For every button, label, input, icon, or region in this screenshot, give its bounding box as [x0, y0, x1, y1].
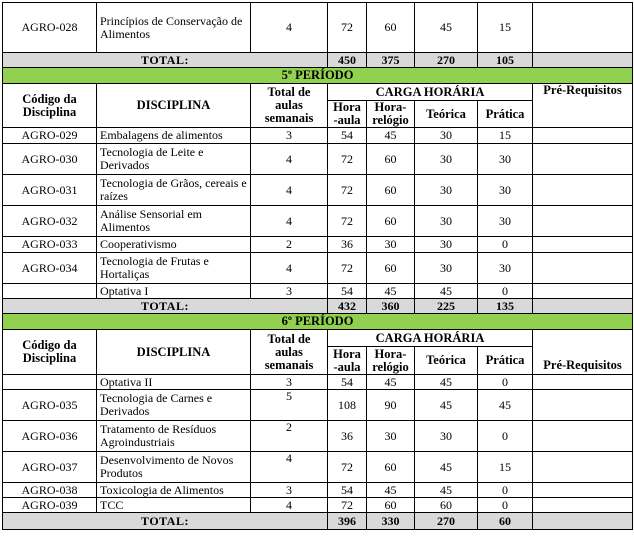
prereq-cell — [533, 175, 633, 206]
code-cell — [3, 284, 97, 299]
total-empty — [533, 53, 633, 68]
code-cell: AGRO-028 — [3, 3, 97, 53]
prereq-cell — [533, 3, 633, 53]
table-row — [3, 3, 633, 53]
header-discipline: DISCIPLINA — [97, 84, 251, 128]
table-row — [3, 421, 633, 452]
total-empty — [533, 299, 633, 314]
hora-relogio-cell: 60 — [367, 253, 415, 284]
hora-aula-cell: 72 — [328, 452, 367, 483]
hora-aula-cell: 108 — [328, 390, 367, 421]
pratica-cell: 30 — [478, 175, 533, 206]
header-teorica: Teórica — [415, 101, 478, 128]
prereq-cell — [533, 421, 633, 452]
total-row — [3, 513, 633, 530]
hora-relogio-cell: 30 — [367, 421, 415, 452]
header-hora-aula: Hora -aula — [328, 101, 367, 128]
aulas-cell: 4 — [251, 206, 328, 237]
discipline-cell: TCC — [97, 498, 251, 513]
header-teorica: Teórica — [415, 347, 478, 375]
header-hora-aula: Hora -aula — [328, 347, 367, 375]
prereq-cell — [533, 284, 633, 299]
pratica-cell: 15 — [478, 128, 533, 144]
hora-aula-cell: 72 — [328, 206, 367, 237]
code-cell: AGRO-039 — [3, 498, 97, 513]
total-row — [3, 53, 633, 68]
discipline-cell: Tratamento de Resíduos Agroindustriais — [97, 421, 251, 452]
discipline-cell: Desenvolvimento de Novos Produtos — [97, 452, 251, 483]
header-prereq: Pré-Requisitos — [533, 330, 633, 375]
hora-aula-cell: 72 — [328, 175, 367, 206]
aulas-cell: 4 — [251, 175, 328, 206]
header-pratica: Prática — [478, 101, 533, 128]
code-cell: AGRO-029 — [3, 128, 97, 144]
prereq-cell — [533, 498, 633, 513]
header-total-aulas: Total de aulas semanais — [251, 330, 328, 375]
aulas-cell: 2 — [251, 237, 328, 253]
prereq-cell — [533, 144, 633, 175]
discipline-cell: Tecnologia de Leite e Derivados — [97, 144, 251, 175]
prereq-cell — [533, 128, 633, 144]
prereq-cell — [533, 483, 633, 498]
teorica-cell: 30 — [415, 253, 478, 284]
teorica-cell: 30 — [415, 128, 478, 144]
teorica-cell: 30 — [415, 175, 478, 206]
hora-relogio-cell: 60 — [367, 175, 415, 206]
hora-aula-cell: 54 — [328, 284, 367, 299]
period-title: 5º PERÍODO — [3, 68, 633, 84]
total-empty — [533, 513, 633, 530]
hora-relogio-cell: 60 — [367, 452, 415, 483]
code-cell: AGRO-037 — [3, 452, 97, 483]
hora-aula-cell: 54 — [328, 375, 367, 390]
aulas-cell: 3 — [251, 128, 328, 144]
total-label: TOTAL: — [3, 53, 328, 68]
total-hora-aula: 432 — [328, 299, 367, 314]
pratica-cell: 15 — [478, 452, 533, 483]
teorica-cell: 45 — [415, 483, 478, 498]
total-teorica: 270 — [415, 53, 478, 68]
table-row — [3, 375, 633, 390]
total-label: TOTAL: — [3, 299, 328, 314]
hora-relogio-cell: 45 — [367, 483, 415, 498]
pratica-cell: 30 — [478, 206, 533, 237]
prereq-cell — [533, 375, 633, 390]
total-row — [3, 299, 633, 314]
pratica-cell: 30 — [478, 253, 533, 284]
hora-relogio-cell: 45 — [367, 375, 415, 390]
code-cell: AGRO-036 — [3, 421, 97, 452]
discipline-cell: Tecnologia de Frutas e Hortaliças — [97, 253, 251, 284]
prereq-cell — [533, 237, 633, 253]
header-prereq: Pré-Requisitos — [533, 84, 633, 128]
pratica-cell: 0 — [478, 498, 533, 513]
header-code: Código da Disciplina — [3, 330, 97, 375]
pratica-cell: 15 — [478, 3, 533, 53]
total-pratica: 105 — [478, 53, 533, 68]
header-hora-relogio: Hora-relógio — [367, 347, 415, 375]
teorica-cell: 45 — [415, 452, 478, 483]
prereq-cell — [533, 452, 633, 483]
discipline-cell: Análise Sensorial em Alimentos — [97, 206, 251, 237]
aulas-cell: 4 — [251, 3, 328, 53]
aulas-cell: 4 — [251, 452, 328, 483]
discipline-cell: Tecnologia de Grãos, cereais e raízes — [97, 175, 251, 206]
table-row — [3, 483, 633, 498]
aulas-cell: 2 — [251, 421, 328, 452]
discipline-cell: Toxicologia de Alimentos — [97, 483, 251, 498]
pratica-cell: 0 — [478, 284, 533, 299]
header-total-aulas: Total de aulas semanais — [251, 84, 328, 128]
curriculum-table — [2, 2, 633, 530]
teorica-cell: 30 — [415, 421, 478, 452]
discipline-cell: Embalagens de alimentos — [97, 128, 251, 144]
header-code: Código da Disciplina — [3, 84, 97, 128]
total-hora-aula: 396 — [328, 513, 367, 530]
table-row — [3, 452, 633, 483]
hora-aula-cell: 54 — [328, 128, 367, 144]
period-row — [3, 314, 633, 330]
table-row — [3, 237, 633, 253]
total-teorica: 225 — [415, 299, 478, 314]
hora-aula-cell: 72 — [328, 3, 367, 53]
hora-relogio-cell: 45 — [367, 128, 415, 144]
teorica-cell: 45 — [415, 375, 478, 390]
total-teorica: 270 — [415, 513, 478, 530]
hora-relogio-cell: 60 — [367, 498, 415, 513]
discipline-cell: Optativa I — [97, 284, 251, 299]
teorica-cell: 60 — [415, 498, 478, 513]
teorica-cell: 30 — [415, 237, 478, 253]
hora-aula-cell: 72 — [328, 253, 367, 284]
code-cell: AGRO-031 — [3, 175, 97, 206]
code-cell: AGRO-035 — [3, 390, 97, 421]
table-row — [3, 175, 633, 206]
code-cell: AGRO-033 — [3, 237, 97, 253]
table-row — [3, 128, 633, 144]
hora-aula-cell: 54 — [328, 483, 367, 498]
table-row — [3, 390, 633, 421]
hora-relogio-cell: 60 — [367, 206, 415, 237]
teorica-cell: 30 — [415, 144, 478, 175]
header-row — [3, 330, 633, 347]
hora-relogio-cell: 60 — [367, 3, 415, 53]
prereq-cell — [533, 390, 633, 421]
discipline-cell: Princípios de Conservação de Alimentos — [97, 3, 251, 53]
table-row — [3, 498, 633, 513]
hora-relogio-cell: 60 — [367, 144, 415, 175]
total-label: TOTAL: — [3, 513, 328, 530]
header-carga: CARGA HORÁRIA — [328, 84, 533, 101]
prereq-cell — [533, 253, 633, 284]
table-row — [3, 284, 633, 299]
pratica-cell: 0 — [478, 375, 533, 390]
table-row — [3, 144, 633, 175]
total-hora-relogio: 330 — [367, 513, 415, 530]
header-discipline: DISCIPLINA — [97, 330, 251, 375]
aulas-cell: 4 — [251, 253, 328, 284]
table-row — [3, 206, 633, 237]
discipline-cell: Tecnologia de Carnes e Derivados — [97, 390, 251, 421]
aulas-cell: 5 — [251, 390, 328, 421]
hora-aula-cell: 72 — [328, 144, 367, 175]
prereq-cell — [533, 206, 633, 237]
total-pratica: 60 — [478, 513, 533, 530]
teorica-cell: 30 — [415, 206, 478, 237]
aulas-cell: 4 — [251, 498, 328, 513]
pratica-cell: 0 — [478, 237, 533, 253]
header-row — [3, 84, 633, 101]
pratica-cell: 45 — [478, 390, 533, 421]
total-hora-aula: 450 — [328, 53, 367, 68]
total-hora-relogio: 375 — [367, 53, 415, 68]
aulas-cell: 3 — [251, 483, 328, 498]
total-pratica: 135 — [478, 299, 533, 314]
aulas-cell: 3 — [251, 375, 328, 390]
code-cell: AGRO-030 — [3, 144, 97, 175]
header-pratica: Prática — [478, 347, 533, 375]
discipline-cell: Cooperativismo — [97, 237, 251, 253]
pratica-cell: 0 — [478, 421, 533, 452]
teorica-cell: 45 — [415, 390, 478, 421]
pratica-cell: 0 — [478, 483, 533, 498]
teorica-cell: 45 — [415, 3, 478, 53]
header-carga: CARGA HORÁRIA — [328, 330, 533, 347]
code-cell: AGRO-038 — [3, 483, 97, 498]
hora-aula-cell: 36 — [328, 421, 367, 452]
period-row — [3, 68, 633, 84]
header-hora-relogio: Hora-relógio — [367, 101, 415, 128]
hora-relogio-cell: 45 — [367, 284, 415, 299]
aulas-cell: 3 — [251, 284, 328, 299]
hora-aula-cell: 36 — [328, 237, 367, 253]
total-hora-relogio: 360 — [367, 299, 415, 314]
teorica-cell: 45 — [415, 284, 478, 299]
code-cell: AGRO-032 — [3, 206, 97, 237]
hora-relogio-cell: 90 — [367, 390, 415, 421]
period-title: 6º PERÍODO — [3, 314, 633, 330]
hora-aula-cell: 72 — [328, 498, 367, 513]
code-cell — [3, 375, 97, 390]
table-row — [3, 253, 633, 284]
aulas-cell: 4 — [251, 144, 328, 175]
pratica-cell: 30 — [478, 144, 533, 175]
discipline-cell: Optativa II — [97, 375, 251, 390]
code-cell: AGRO-034 — [3, 253, 97, 284]
hora-relogio-cell: 30 — [367, 237, 415, 253]
